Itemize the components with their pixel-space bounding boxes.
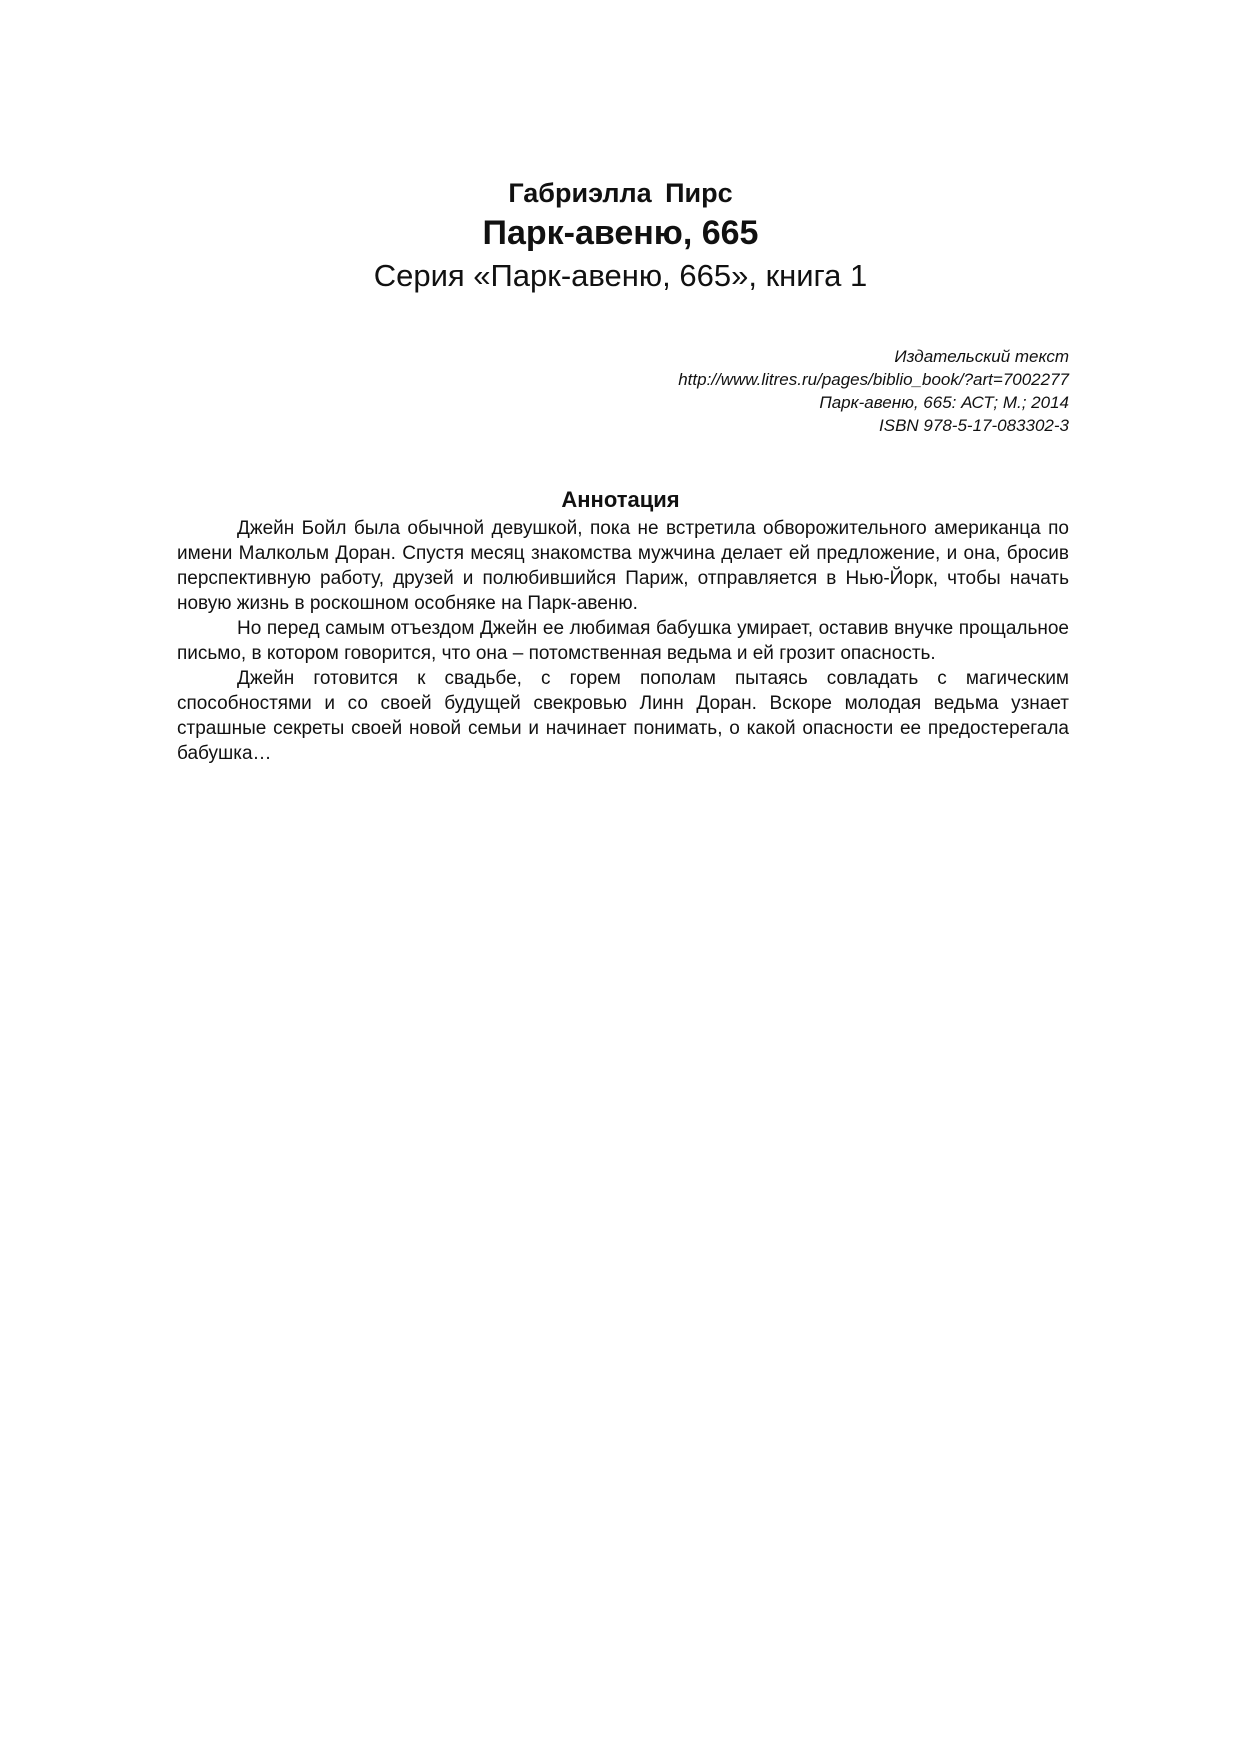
author-name: Габриэлла Пирс (508, 178, 733, 208)
annotation-heading: Аннотация (561, 487, 680, 512)
annotation-paragraph: Джейн Бойл была обычной девушкой, пока не встретила обворожительного американца по имени Малкольм Доран. Спустя месяц знакомства мужчина делает ей предложение, и она, бросив перспективную работу, друзей и полюбившийся Париж, отправляется в Нью-Йорк, чтобы начать новую жизнь в роскошном особняке на Парк-авеню. (177, 518, 1069, 614)
publication-source: Издательский текст (894, 347, 1069, 366)
publication-url: http://www.litres.ru/pages/biblio_book/?art=7002277 (678, 370, 1069, 389)
annotation-paragraph: Но перед самым отъездом Джейн ее любимая бабушка умирает, оставив внучке прощальное письмо, в котором говорится, что она – потомственная ведьма и ей грозит опасность. (177, 618, 1069, 664)
publication-info (678, 345, 1069, 437)
publication-isbn: ISBN 978-5-17-083302-3 (879, 416, 1069, 435)
book-title: Парк-авеню, 665 (482, 214, 759, 252)
annotation-body (177, 516, 1069, 766)
series-line: Серия «Парк-авеню, 665», книга 1 (373, 258, 868, 293)
publication-imprint: Парк-авеню, 665: АСТ; М.; 2014 (819, 393, 1069, 412)
annotation-paragraph: Джейн готовится к свадьбе, с горем пополам пытаясь совладать с магическим способностями и со своей будущей свекровью Линн Доран. Вскоре молодая ведьма узнает страшные секреты своей новой семьи и начинает понимать, о какой опасности ее предостерегала бабушка… (177, 668, 1069, 764)
